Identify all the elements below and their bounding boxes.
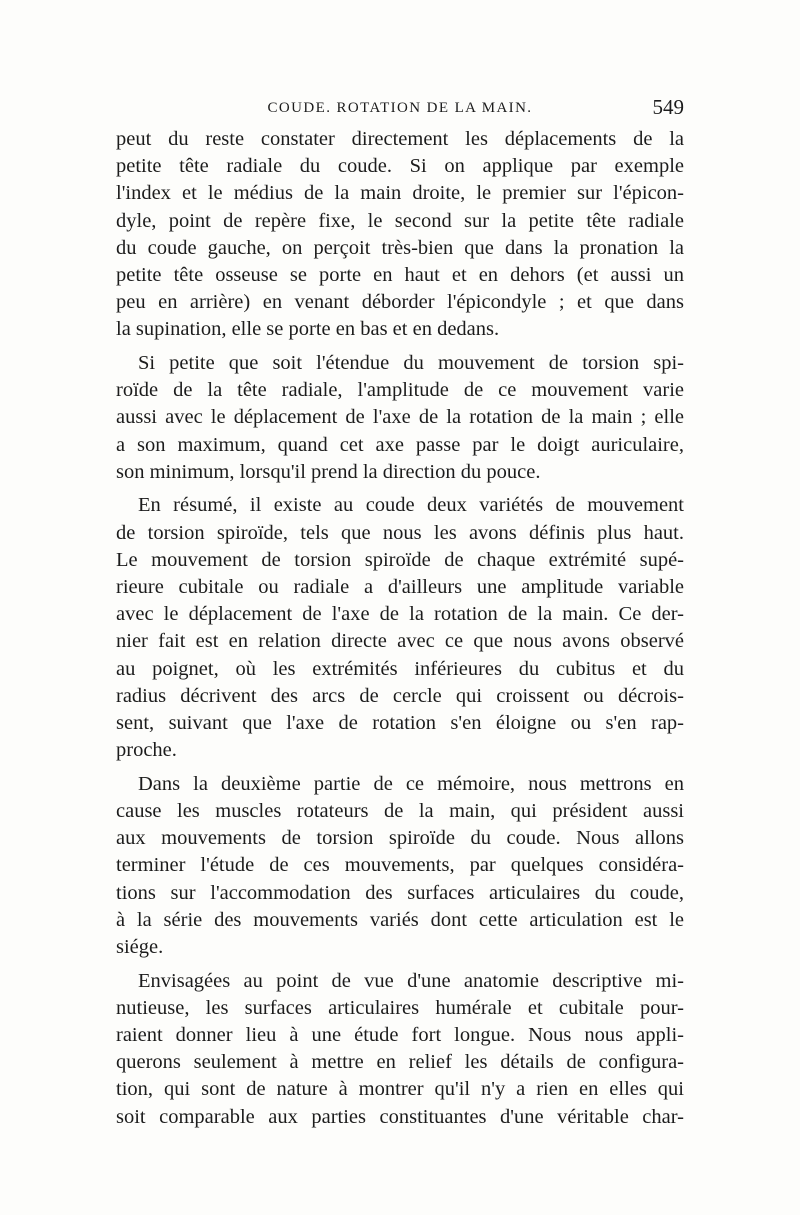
text-line: nier fait est en relation directe avec ce que nous avons observé bbox=[116, 630, 684, 653]
text-line: la supination, elle se porte en bas et en dedans. bbox=[116, 318, 500, 341]
text-line: sent, suivant que l'axe de rotation s'en éloigne ou s'en rap- bbox=[116, 711, 684, 734]
text-line: petite tête radiale du coude. Si on applique par exemple bbox=[116, 155, 684, 178]
text-line: En résumé, il existe au coude deux variétés de mouvement bbox=[138, 494, 684, 517]
text-line: Dans la deuxième partie de ce mémoire, nous mettrons en bbox=[138, 772, 684, 795]
text-line: tions sur l'accommodation des surfaces articulaires du coude, bbox=[116, 881, 684, 904]
text-line: querons seulement à mettre en relief les détails de configura- bbox=[116, 1051, 684, 1074]
text-line: son minimum, lorsqu'il prend la direction du pouce. bbox=[116, 460, 541, 483]
text-line: tion, qui sont de nature à montrer qu'il n'y a rien en elles qui bbox=[116, 1078, 684, 1101]
text-line: au poignet, où les extrémités inférieures du cubitus et du bbox=[116, 657, 684, 680]
text-line: roïde de la tête radiale, l'amplitude de ce mouvement varie bbox=[116, 379, 684, 402]
body-text bbox=[116, 126, 684, 1131]
text-line: nutieuse, les surfaces articulaires humérale et cubitale pour- bbox=[116, 996, 684, 1019]
text-line: à la série des mouvements variés dont cette articulation est le bbox=[116, 908, 684, 931]
paragraph-2 bbox=[116, 350, 684, 486]
paragraph-4 bbox=[116, 771, 684, 961]
text-line: Envisagées au point de vue d'une anatomie descriptive mi- bbox=[138, 969, 684, 992]
text-line: aussi avec le déplacement de l'axe de la rotation de la main ; elle bbox=[116, 406, 684, 429]
paragraph-3 bbox=[116, 492, 684, 764]
text-line: aux mouvements de torsion spiroïde du coude. Nous allons bbox=[116, 827, 684, 850]
text-line: terminer l'étude de ces mouvements, par quelques considéra- bbox=[116, 854, 684, 877]
text-line: radius décrivent des arcs de cercle qui croissent ou décrois- bbox=[116, 684, 684, 707]
text-line: cause les muscles rotateurs de la main, qui président aussi bbox=[116, 800, 684, 822]
text-line: soit comparable aux parties constituantes d'une véritable char- bbox=[116, 1105, 684, 1128]
page-number: 549 bbox=[652, 95, 684, 119]
text-line: peu en arrière) en venant déborder l'épicondyle ; et que dans bbox=[116, 291, 684, 314]
text-line: peut du reste constater directement les déplacements de la bbox=[116, 128, 684, 150]
text-line: petite tête osseuse se porte en haut et en dehors (et aussi un bbox=[116, 263, 684, 286]
text-line: raient donner lieu à une étude fort longue. Nous nous appli- bbox=[116, 1024, 684, 1046]
text-line: de torsion spiroïde, tels que nous les avons définis plus haut. bbox=[116, 521, 684, 544]
text-line: a son maximum, quand cet axe passe par le doigt auriculaire, bbox=[116, 433, 684, 456]
text-line: proche. bbox=[116, 739, 177, 762]
text-line: siége. bbox=[116, 935, 164, 958]
text-line: l'index et le médius de la main droite, le premier sur l'épicon- bbox=[116, 182, 684, 205]
text-line: du coude gauche, on perçoit très-bien que dans la pronation la bbox=[116, 236, 684, 259]
running-head bbox=[116, 96, 684, 120]
text-line: rieure cubitale ou radiale a d'ailleurs une amplitude variable bbox=[116, 576, 684, 598]
text-line: Le mouvement de torsion spiroïde de chaque extrémité supé- bbox=[116, 548, 684, 571]
running-title: COUDE. ROTATION DE LA MAIN. bbox=[267, 100, 533, 116]
paragraph-5 bbox=[116, 968, 684, 1131]
text-line: avec le déplacement de l'axe de la rotation de la main. Ce der- bbox=[116, 603, 684, 626]
text-line: dyle, point de repère fixe, le second sur la petite tête radiale bbox=[116, 209, 684, 232]
text-line: Si petite que soit l'étendue du mouvement de torsion spi- bbox=[138, 352, 684, 374]
paragraph-1 bbox=[116, 126, 684, 344]
